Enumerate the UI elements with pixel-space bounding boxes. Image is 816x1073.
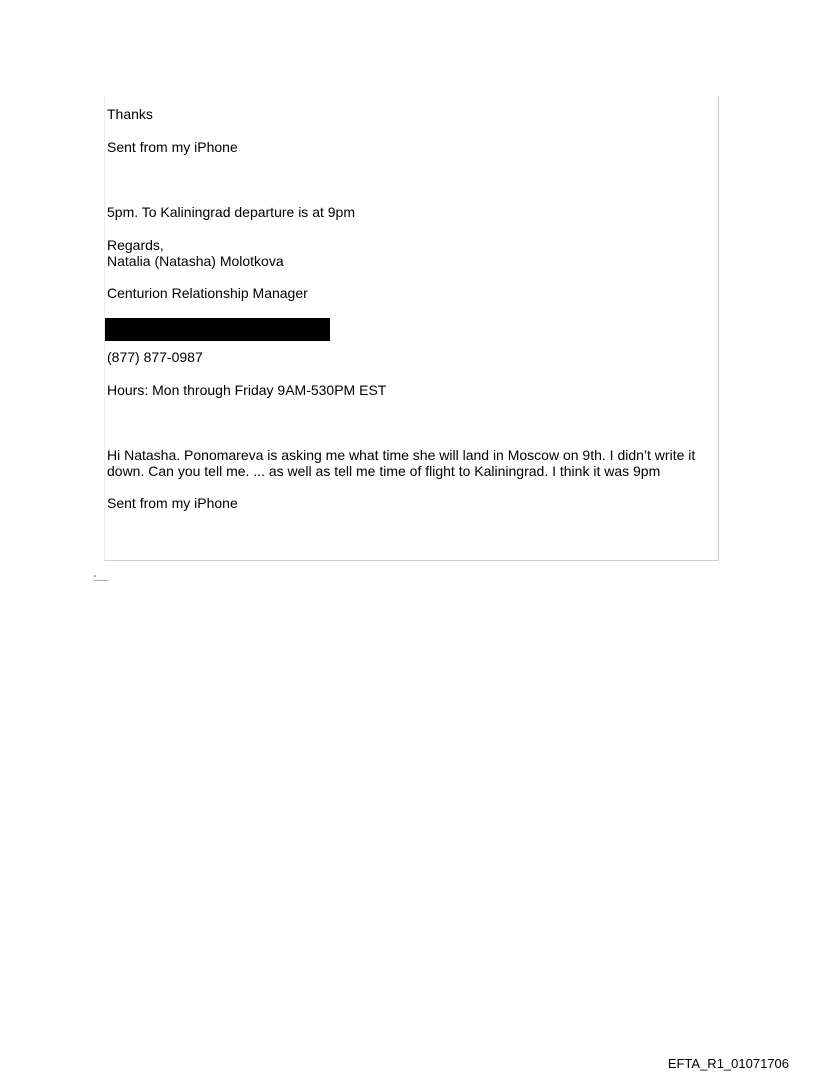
signature-title: Centurion Relationship Manager	[107, 285, 308, 301]
sent-from-iphone-text: Sent from my iPhone	[107, 139, 238, 155]
regards-text: Regards,	[107, 237, 164, 253]
redaction-block	[105, 318, 330, 341]
message-line-2: down. Can you tell me. ... as well as tell me time of flight to Kaliningrad. I think it was 9pm	[107, 463, 661, 479]
sent-from-iphone-text-2: Sent from my iPhone	[107, 495, 238, 511]
document-id: EFTA_R1_01071706	[667, 1056, 789, 1071]
reply-departure-text: 5pm. To Kaliningrad departure is at 9pm	[107, 204, 355, 220]
message-line-1: Hi Natasha. Ponomareva is asking me what time she will land in Moscow on 9th. I didn’t write it	[107, 447, 696, 463]
thanks-text: Thanks	[107, 106, 153, 122]
hours-text: Hours: Mon through Friday 9AM-530PM EST	[107, 382, 387, 398]
scan-artifact-mark	[94, 575, 110, 583]
phone-number: (877) 877-0987	[107, 349, 203, 365]
signature-name: Natalia (Natasha) Molotkova	[107, 253, 284, 269]
